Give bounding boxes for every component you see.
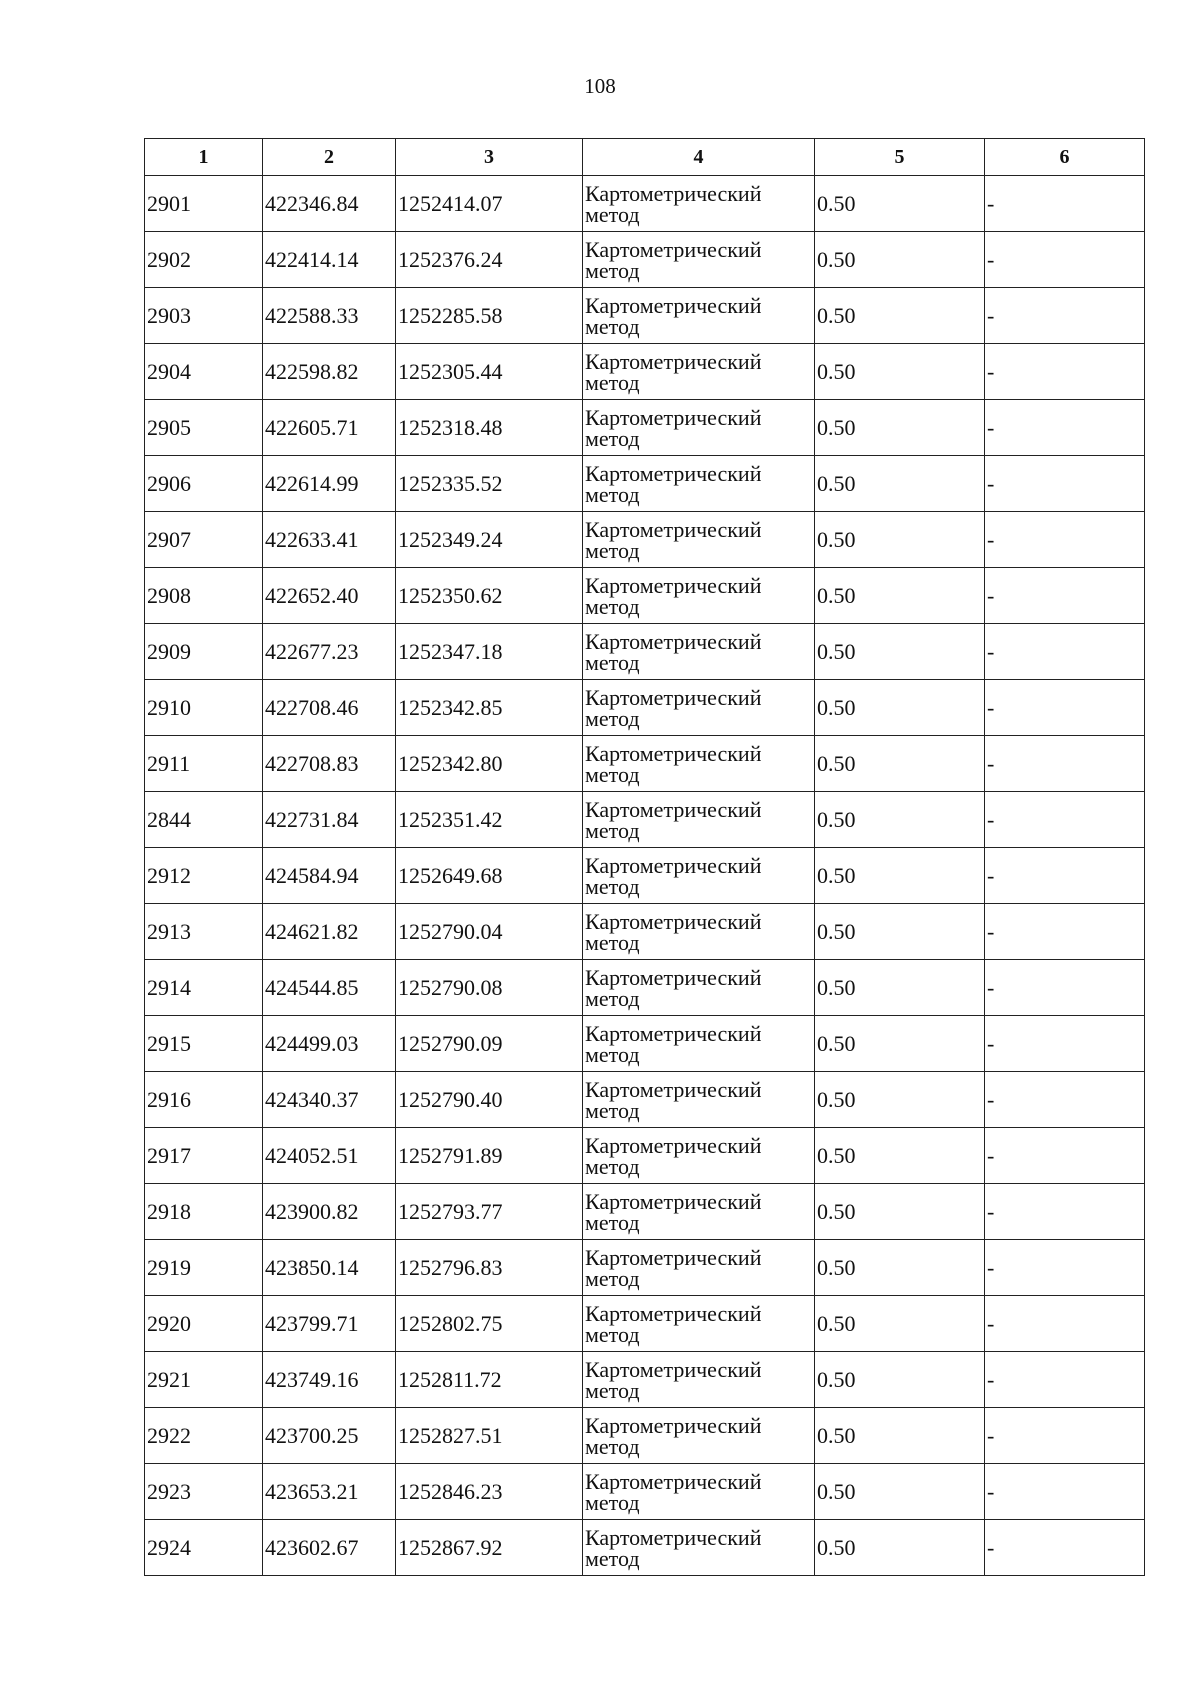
accuracy-cell: 0.50	[815, 1296, 985, 1352]
method-cell: Картометрический метод	[583, 344, 815, 400]
y-coordinate-cell: 1252827.51	[396, 1408, 583, 1464]
accuracy-cell: 0.50	[815, 1240, 985, 1296]
table-row	[145, 1352, 1145, 1408]
x-coordinate-cell: 424052.51	[263, 1128, 396, 1184]
point-id-cell: 2922	[145, 1408, 263, 1464]
note-cell: -	[985, 904, 1145, 960]
x-coordinate-cell: 422605.71	[263, 400, 396, 456]
x-coordinate-cell: 424340.37	[263, 1072, 396, 1128]
x-coordinate-cell: 422598.82	[263, 344, 396, 400]
column-header: 6	[985, 139, 1145, 176]
method-cell: Картометрический метод	[583, 1128, 815, 1184]
x-coordinate-cell: 424621.82	[263, 904, 396, 960]
accuracy-cell: 0.50	[815, 1128, 985, 1184]
accuracy-cell: 0.50	[815, 176, 985, 232]
accuracy-cell: 0.50	[815, 1184, 985, 1240]
table-row	[145, 1072, 1145, 1128]
note-cell: -	[985, 456, 1145, 512]
x-coordinate-cell: 422414.14	[263, 232, 396, 288]
method-cell: Картометрический метод	[583, 792, 815, 848]
note-cell: -	[985, 344, 1145, 400]
x-coordinate-cell: 422588.33	[263, 288, 396, 344]
table-row	[145, 680, 1145, 736]
point-id-cell: 2844	[145, 792, 263, 848]
table-row	[145, 1464, 1145, 1520]
x-coordinate-cell: 423653.21	[263, 1464, 396, 1520]
point-id-cell: 2903	[145, 288, 263, 344]
method-cell: Картометрический метод	[583, 1408, 815, 1464]
note-cell: -	[985, 848, 1145, 904]
method-cell: Картометрический метод	[583, 568, 815, 624]
x-coordinate-cell: 423900.82	[263, 1184, 396, 1240]
method-cell: Картометрический метод	[583, 288, 815, 344]
accuracy-cell: 0.50	[815, 680, 985, 736]
table-row	[145, 400, 1145, 456]
x-coordinate-cell: 422677.23	[263, 624, 396, 680]
y-coordinate-cell: 1252285.58	[396, 288, 583, 344]
accuracy-cell: 0.50	[815, 456, 985, 512]
method-cell: Картометрический метод	[583, 1464, 815, 1520]
y-coordinate-cell: 1252347.18	[396, 624, 583, 680]
method-cell: Картометрический метод	[583, 1240, 815, 1296]
accuracy-cell: 0.50	[815, 848, 985, 904]
accuracy-cell: 0.50	[815, 1016, 985, 1072]
coordinates-table	[144, 138, 1145, 1576]
note-cell: -	[985, 512, 1145, 568]
accuracy-cell: 0.50	[815, 736, 985, 792]
table-row	[145, 456, 1145, 512]
accuracy-cell: 0.50	[815, 1464, 985, 1520]
column-header: 2	[263, 139, 396, 176]
method-cell: Картометрический метод	[583, 960, 815, 1016]
accuracy-cell: 0.50	[815, 624, 985, 680]
table-header-row	[145, 139, 1145, 176]
note-cell: -	[985, 624, 1145, 680]
point-id-cell: 2911	[145, 736, 263, 792]
table-row	[145, 232, 1145, 288]
point-id-cell: 2906	[145, 456, 263, 512]
x-coordinate-cell: 424499.03	[263, 1016, 396, 1072]
y-coordinate-cell: 1252342.80	[396, 736, 583, 792]
accuracy-cell: 0.50	[815, 1408, 985, 1464]
x-coordinate-cell: 422346.84	[263, 176, 396, 232]
point-id-cell: 2912	[145, 848, 263, 904]
y-coordinate-cell: 1252790.04	[396, 904, 583, 960]
note-cell: -	[985, 1520, 1145, 1576]
method-cell: Картометрический метод	[583, 176, 815, 232]
note-cell: -	[985, 400, 1145, 456]
accuracy-cell: 0.50	[815, 400, 985, 456]
point-id-cell: 2915	[145, 1016, 263, 1072]
table-row	[145, 904, 1145, 960]
method-cell: Картометрический метод	[583, 624, 815, 680]
point-id-cell: 2910	[145, 680, 263, 736]
method-cell: Картометрический метод	[583, 1184, 815, 1240]
note-cell: -	[985, 1072, 1145, 1128]
note-cell: -	[985, 1016, 1145, 1072]
table-row	[145, 1016, 1145, 1072]
accuracy-cell: 0.50	[815, 1520, 985, 1576]
accuracy-cell: 0.50	[815, 960, 985, 1016]
note-cell: -	[985, 288, 1145, 344]
point-id-cell: 2914	[145, 960, 263, 1016]
accuracy-cell: 0.50	[815, 1352, 985, 1408]
point-id-cell: 2904	[145, 344, 263, 400]
note-cell: -	[985, 960, 1145, 1016]
x-coordinate-cell: 424544.85	[263, 960, 396, 1016]
table-row	[145, 1184, 1145, 1240]
y-coordinate-cell: 1252790.40	[396, 1072, 583, 1128]
table-row	[145, 1408, 1145, 1464]
method-cell: Картометрический метод	[583, 1520, 815, 1576]
note-cell: -	[985, 1296, 1145, 1352]
x-coordinate-cell: 422708.83	[263, 736, 396, 792]
method-cell: Картометрический метод	[583, 1352, 815, 1408]
y-coordinate-cell: 1252796.83	[396, 1240, 583, 1296]
note-cell: -	[985, 176, 1145, 232]
method-cell: Картометрический метод	[583, 400, 815, 456]
table-row	[145, 568, 1145, 624]
y-coordinate-cell: 1252376.24	[396, 232, 583, 288]
point-id-cell: 2920	[145, 1296, 263, 1352]
note-cell: -	[985, 736, 1145, 792]
accuracy-cell: 0.50	[815, 792, 985, 848]
note-cell: -	[985, 1184, 1145, 1240]
page-number: 108	[584, 74, 616, 98]
y-coordinate-cell: 1252351.42	[396, 792, 583, 848]
point-id-cell: 2902	[145, 232, 263, 288]
y-coordinate-cell: 1252811.72	[396, 1352, 583, 1408]
table-row	[145, 960, 1145, 1016]
point-id-cell: 2924	[145, 1520, 263, 1576]
point-id-cell: 2905	[145, 400, 263, 456]
y-coordinate-cell: 1252790.08	[396, 960, 583, 1016]
accuracy-cell: 0.50	[815, 232, 985, 288]
x-coordinate-cell: 422633.41	[263, 512, 396, 568]
accuracy-cell: 0.50	[815, 1072, 985, 1128]
note-cell: -	[985, 1352, 1145, 1408]
table-row	[145, 1520, 1145, 1576]
accuracy-cell: 0.50	[815, 344, 985, 400]
point-id-cell: 2907	[145, 512, 263, 568]
y-coordinate-cell: 1252318.48	[396, 400, 583, 456]
point-id-cell: 2918	[145, 1184, 263, 1240]
x-coordinate-cell: 422731.84	[263, 792, 396, 848]
note-cell: -	[985, 1408, 1145, 1464]
note-cell: -	[985, 1464, 1145, 1520]
table-row	[145, 512, 1145, 568]
x-coordinate-cell: 423602.67	[263, 1520, 396, 1576]
table-row	[145, 288, 1145, 344]
table-row	[145, 176, 1145, 232]
note-cell: -	[985, 1240, 1145, 1296]
method-cell: Картометрический метод	[583, 680, 815, 736]
y-coordinate-cell: 1252649.68	[396, 848, 583, 904]
point-id-cell: 2916	[145, 1072, 263, 1128]
x-coordinate-cell: 423749.16	[263, 1352, 396, 1408]
table-row	[145, 344, 1145, 400]
point-id-cell: 2908	[145, 568, 263, 624]
y-coordinate-cell: 1252802.75	[396, 1296, 583, 1352]
method-cell: Картометрический метод	[583, 232, 815, 288]
point-id-cell: 2917	[145, 1128, 263, 1184]
y-coordinate-cell: 1252793.77	[396, 1184, 583, 1240]
column-header: 5	[815, 139, 985, 176]
column-header: 4	[583, 139, 815, 176]
y-coordinate-cell: 1252342.85	[396, 680, 583, 736]
note-cell: -	[985, 568, 1145, 624]
y-coordinate-cell: 1252349.24	[396, 512, 583, 568]
column-header: 3	[396, 139, 583, 176]
note-cell: -	[985, 1128, 1145, 1184]
accuracy-cell: 0.50	[815, 288, 985, 344]
method-cell: Картометрический метод	[583, 1296, 815, 1352]
method-cell: Картометрический метод	[583, 1016, 815, 1072]
column-header: 1	[145, 139, 263, 176]
x-coordinate-cell: 422708.46	[263, 680, 396, 736]
x-coordinate-cell: 423850.14	[263, 1240, 396, 1296]
table-row	[145, 1240, 1145, 1296]
method-cell: Картометрический метод	[583, 512, 815, 568]
method-cell: Картометрический метод	[583, 904, 815, 960]
y-coordinate-cell: 1252414.07	[396, 176, 583, 232]
method-cell: Картометрический метод	[583, 456, 815, 512]
table-row	[145, 1296, 1145, 1352]
table-body	[145, 176, 1145, 1576]
y-coordinate-cell: 1252305.44	[396, 344, 583, 400]
x-coordinate-cell: 424584.94	[263, 848, 396, 904]
x-coordinate-cell: 423799.71	[263, 1296, 396, 1352]
x-coordinate-cell: 422614.99	[263, 456, 396, 512]
x-coordinate-cell: 423700.25	[263, 1408, 396, 1464]
point-id-cell: 2923	[145, 1464, 263, 1520]
point-id-cell: 2919	[145, 1240, 263, 1296]
table-row	[145, 736, 1145, 792]
y-coordinate-cell: 1252846.23	[396, 1464, 583, 1520]
method-cell: Картометрический метод	[583, 848, 815, 904]
note-cell: -	[985, 680, 1145, 736]
point-id-cell: 2909	[145, 624, 263, 680]
table-row	[145, 1128, 1145, 1184]
y-coordinate-cell: 1252350.62	[396, 568, 583, 624]
accuracy-cell: 0.50	[815, 904, 985, 960]
x-coordinate-cell: 422652.40	[263, 568, 396, 624]
method-cell: Картометрический метод	[583, 1072, 815, 1128]
y-coordinate-cell: 1252335.52	[396, 456, 583, 512]
y-coordinate-cell: 1252790.09	[396, 1016, 583, 1072]
table-row	[145, 848, 1145, 904]
point-id-cell: 2913	[145, 904, 263, 960]
table-row	[145, 792, 1145, 848]
note-cell: -	[985, 792, 1145, 848]
y-coordinate-cell: 1252791.89	[396, 1128, 583, 1184]
point-id-cell: 2921	[145, 1352, 263, 1408]
table-row	[145, 624, 1145, 680]
accuracy-cell: 0.50	[815, 568, 985, 624]
method-cell: Картометрический метод	[583, 736, 815, 792]
accuracy-cell: 0.50	[815, 512, 985, 568]
y-coordinate-cell: 1252867.92	[396, 1520, 583, 1576]
point-id-cell: 2901	[145, 176, 263, 232]
note-cell: -	[985, 232, 1145, 288]
